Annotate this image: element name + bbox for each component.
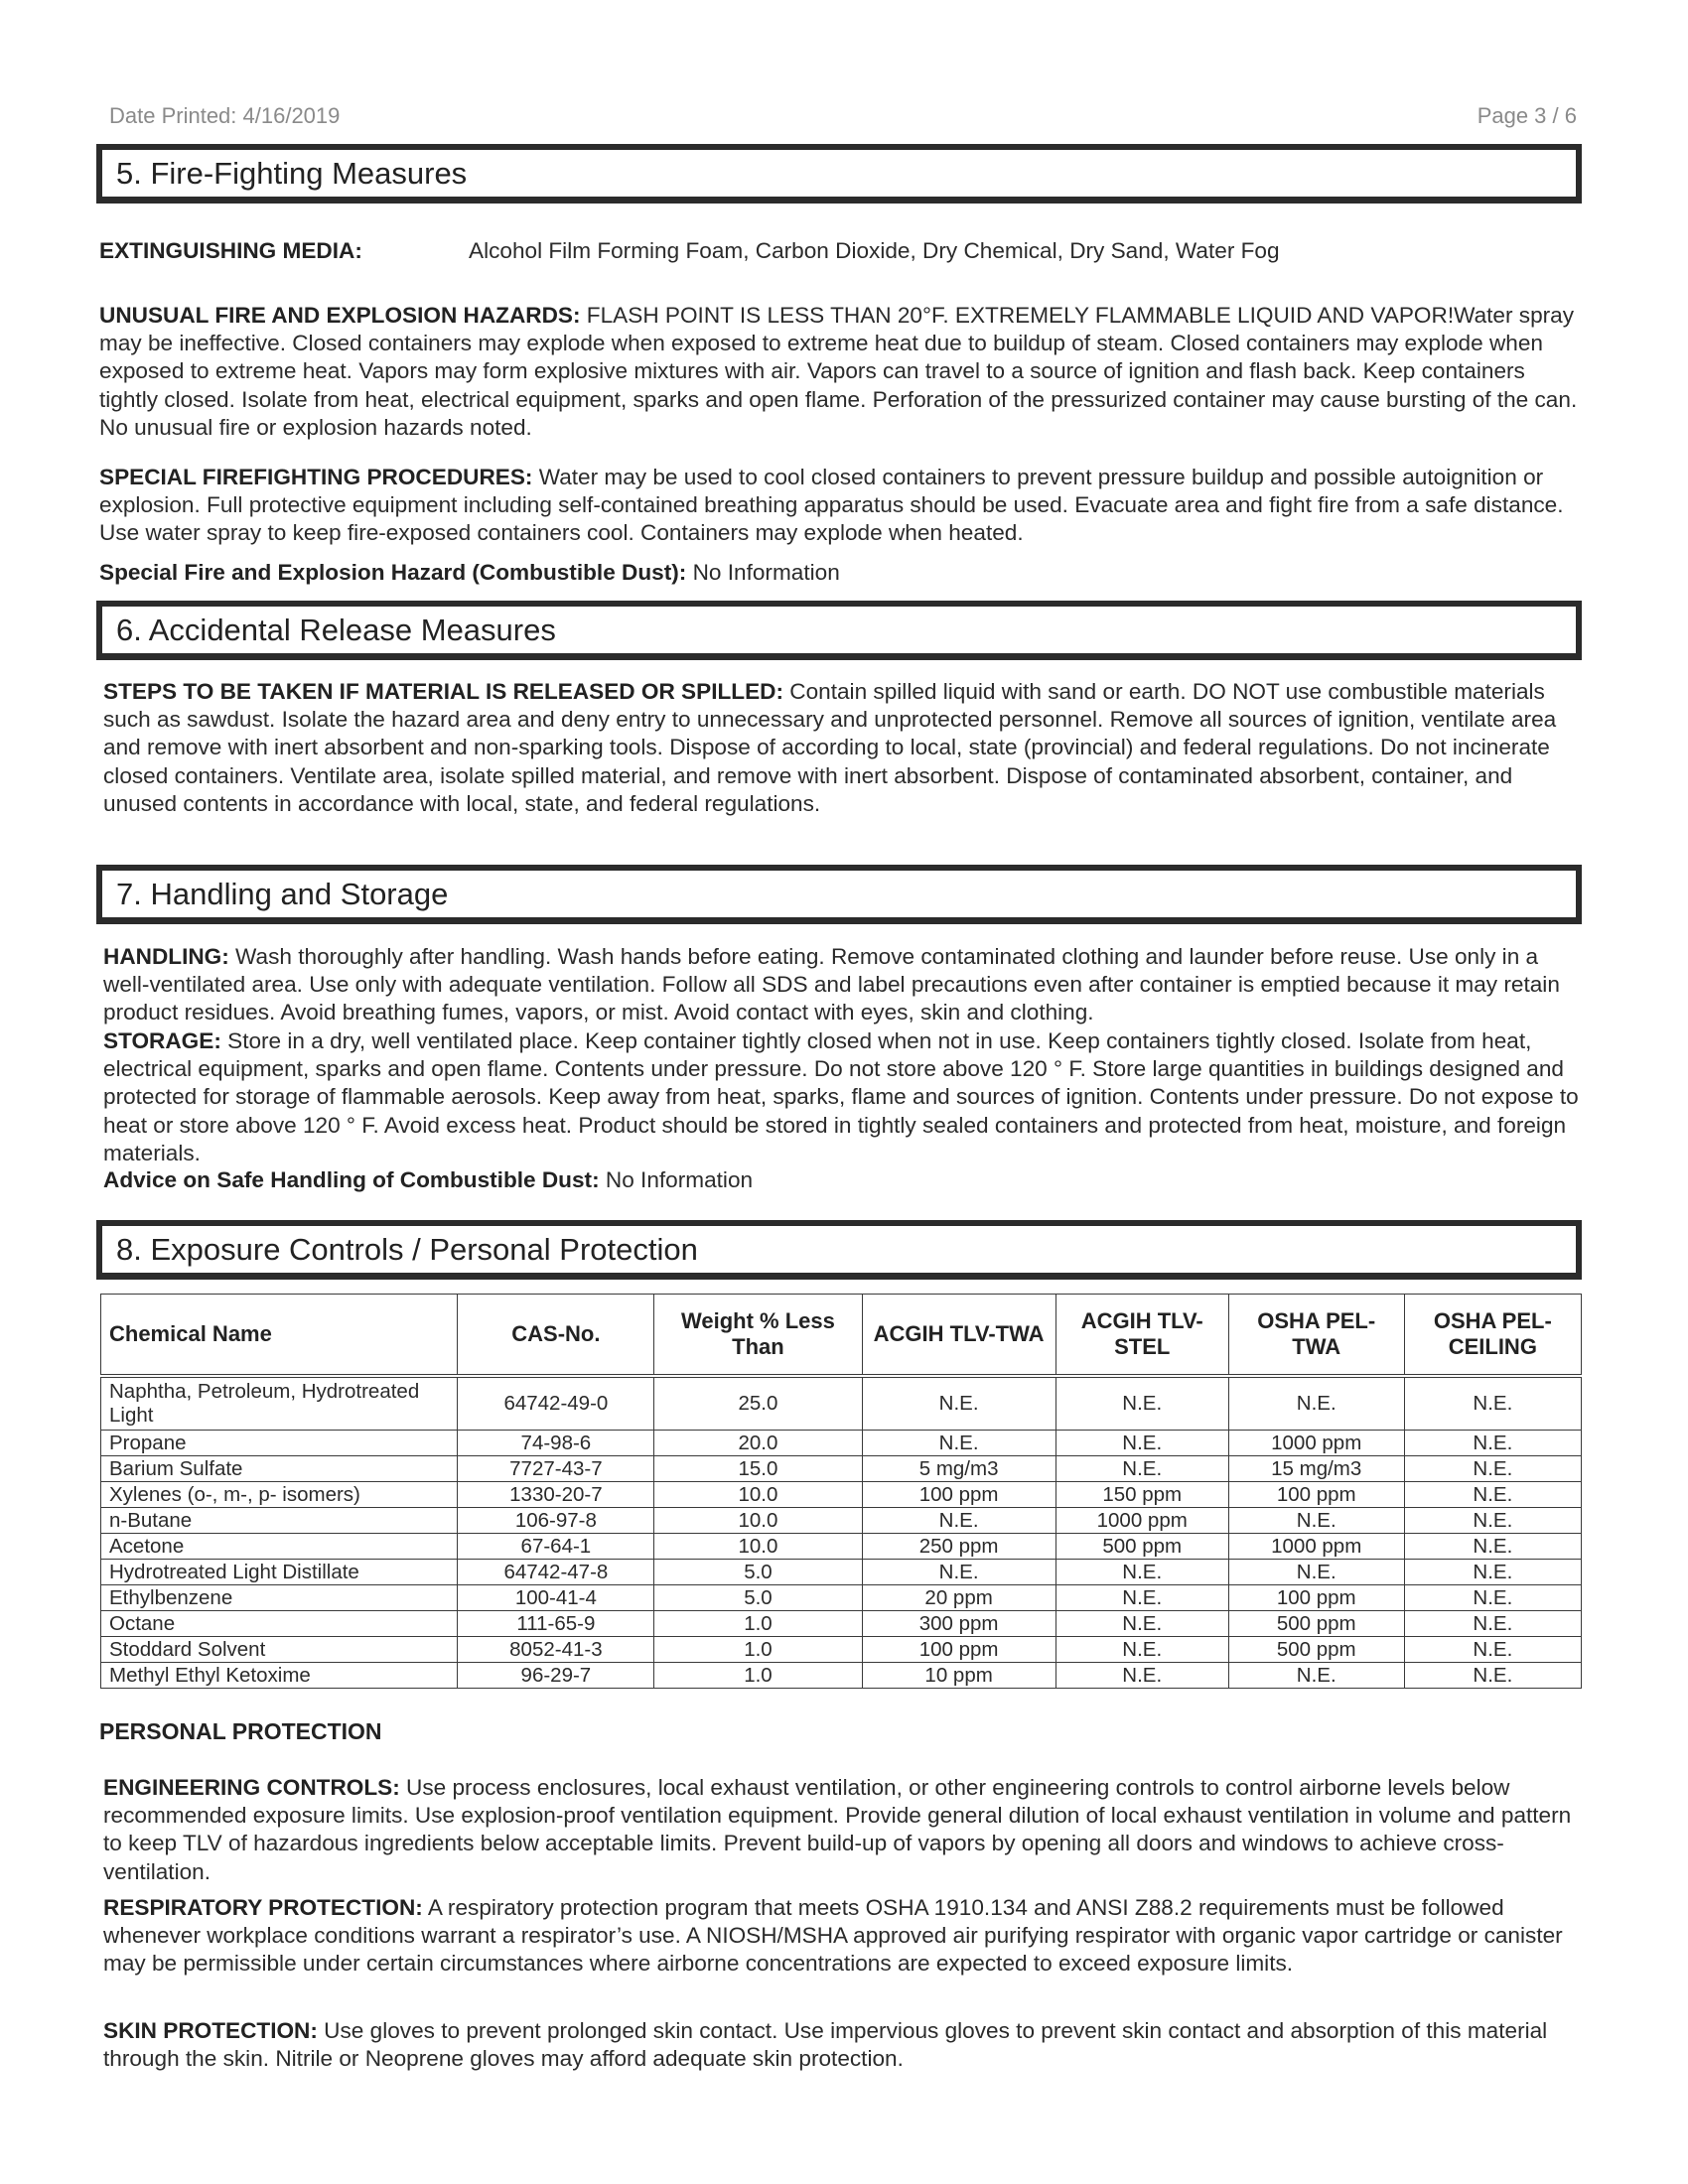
cell-weight-pct: 5.0 bbox=[654, 1560, 862, 1585]
cell-acgih-tlv-stel: N.E. bbox=[1055, 1560, 1228, 1585]
cell-cas-no: 106-97-8 bbox=[458, 1508, 654, 1534]
cell-weight-pct: 10.0 bbox=[654, 1534, 862, 1560]
cell-acgih-tlv-stel: 150 ppm bbox=[1055, 1482, 1228, 1508]
cell-osha-pel-ceiling: N.E. bbox=[1404, 1534, 1581, 1560]
skin-protection-label: SKIN PROTECTION: bbox=[103, 2018, 318, 2043]
skin-protection-paragraph bbox=[103, 2017, 1579, 2073]
cell-osha-pel-twa: 100 ppm bbox=[1228, 1585, 1404, 1611]
cell-osha-pel-twa: 15 mg/m3 bbox=[1228, 1456, 1404, 1482]
cell-osha-pel-twa: 100 ppm bbox=[1228, 1482, 1404, 1508]
cell-osha-pel-twa: N.E. bbox=[1228, 1560, 1404, 1585]
cell-chemical-name: Naphtha, Petroleum, Hydrotreated Light bbox=[101, 1376, 458, 1431]
cell-chemical-name: Xylenes (o-, m-, p- isomers) bbox=[101, 1482, 458, 1508]
cell-weight-pct: 20.0 bbox=[654, 1431, 862, 1456]
table-body bbox=[101, 1376, 1582, 1689]
cell-osha-pel-ceiling: N.E. bbox=[1404, 1376, 1581, 1431]
cell-osha-pel-twa: 1000 ppm bbox=[1228, 1534, 1404, 1560]
table-row bbox=[101, 1534, 1582, 1560]
cell-acgih-tlv-twa: 5 mg/m3 bbox=[862, 1456, 1055, 1482]
cell-acgih-tlv-twa: N.E. bbox=[862, 1431, 1055, 1456]
exposure-limits-table bbox=[100, 1294, 1582, 1689]
combustible-dust-hazard-label: Special Fire and Explosion Hazard (Combustible Dust): bbox=[99, 560, 687, 585]
table-row bbox=[101, 1376, 1582, 1431]
combustible-dust-advice bbox=[103, 1166, 1579, 1194]
section-8-title: 8. Exposure Controls / Personal Protection bbox=[116, 1232, 698, 1267]
cell-weight-pct: 1.0 bbox=[654, 1663, 862, 1689]
engineering-controls-paragraph bbox=[103, 1774, 1579, 1886]
skin-protection-text: Use gloves to prevent prolonged skin contact. Use impervious gloves to prevent skin contact and absorption of this material through the skin. Nitrile or Neoprene gloves may afford adequate skin protection. bbox=[103, 2018, 1548, 2072]
cell-acgih-tlv-twa: N.E. bbox=[862, 1560, 1055, 1585]
cell-chemical-name: n-Butane bbox=[101, 1508, 458, 1534]
cell-weight-pct: 25.0 bbox=[654, 1376, 862, 1431]
storage-label: STORAGE: bbox=[103, 1028, 221, 1053]
cell-osha-pel-ceiling: N.E. bbox=[1404, 1431, 1581, 1456]
table-row bbox=[101, 1637, 1582, 1663]
cell-acgih-tlv-stel: N.E. bbox=[1055, 1585, 1228, 1611]
section-5-header bbox=[96, 144, 1582, 204]
cell-acgih-tlv-stel: N.E. bbox=[1055, 1456, 1228, 1482]
cell-cas-no: 96-29-7 bbox=[458, 1663, 654, 1689]
respiratory-protection-paragraph bbox=[103, 1894, 1579, 1979]
section-7-header bbox=[96, 865, 1582, 924]
release-steps-paragraph bbox=[103, 678, 1579, 818]
handling-text: Wash thoroughly after handling. Wash hands before eating. Remove contaminated clothing and launder before reuse. Use only in a well-ventilated area. Use only with adequate ventilation. Follow all SDS and label precautions even after container is emptied because it may retain product residues. Avoid breathing fumes, vapors, or mist. Avoid contact with eyes, skin and clothing. bbox=[103, 944, 1560, 1025]
cell-acgih-tlv-stel: N.E. bbox=[1055, 1376, 1228, 1431]
respiratory-protection-label: RESPIRATORY PROTECTION: bbox=[103, 1895, 423, 1920]
cell-osha-pel-twa: 500 ppm bbox=[1228, 1637, 1404, 1663]
cell-cas-no: 74-98-6 bbox=[458, 1431, 654, 1456]
unusual-hazards-label: UNUSUAL FIRE AND EXPLOSION HAZARDS: bbox=[99, 303, 581, 328]
release-steps-text: Contain spilled liquid with sand or earth. DO NOT use combustible materials such as sawdust. Isolate the hazard area and deny entry to unnecessary and unprotected personnel. Remove all sources of ignition, ventilate area and remove with inert absorbent and non-sparking tools. Dispose of according to local, state (provincial) and federal regulations. Do not incinerate closed containers. Ventilate area, isolate spilled material, and remove with inert absorbent. Dispose of contaminated absorbent, container, and unused contents in accordance with local, state, and federal regulations. bbox=[103, 679, 1557, 816]
engineering-controls-text: Use process enclosures, local exhaust ventilation, or other engineering controls to control airborne levels below recommended exposure limits. Use explosion-proof ventilation equipment. Provide general dilution of local exhaust ventilation in volume and pattern to keep TLV of hazardous ingredients below acceptable limits. Prevent build-up of vapors by opening all doors and windows to achieve cross-ventilation. bbox=[103, 1775, 1572, 1884]
cell-osha-pel-ceiling: N.E. bbox=[1404, 1456, 1581, 1482]
cell-osha-pel-ceiling: N.E. bbox=[1404, 1482, 1581, 1508]
special-procedures-text: Water may be used to cool closed containers to prevent pressure buildup and possible autoignition or explosion. Full protective equipment including self-contained breathing apparatus should be used. Evacuate area and fight fire from a safe distance. Use water spray to keep fire-exposed containers cool. Containers may explode when heated. bbox=[99, 465, 1564, 546]
cell-acgih-tlv-stel: 1000 ppm bbox=[1055, 1508, 1228, 1534]
cell-osha-pel-ceiling: N.E. bbox=[1404, 1637, 1581, 1663]
cell-osha-pel-ceiling: N.E. bbox=[1404, 1663, 1581, 1689]
cell-weight-pct: 5.0 bbox=[654, 1585, 862, 1611]
section-6-title: 6. Accidental Release Measures bbox=[116, 613, 556, 647]
cell-chemical-name: Octane bbox=[101, 1611, 458, 1637]
cell-cas-no: 64742-49-0 bbox=[458, 1376, 654, 1431]
section-7-title: 7. Handling and Storage bbox=[116, 877, 449, 911]
cell-chemical-name: Acetone bbox=[101, 1534, 458, 1560]
table-row bbox=[101, 1663, 1582, 1689]
table-row bbox=[101, 1611, 1582, 1637]
unusual-hazards-text: FLASH POINT IS LESS THAN 20°F. EXTREMELY FLAMMABLE LIQUID AND VAPOR!Water spray may be ineffective. Closed containers may explode when exposed to extreme heat due to buildup of steam. Closed containers may explode when exposed to extreme heat. Vapors may form explosive mixtures with air. Vapors can travel to a source of ignition and flash back. Keep containers tightly closed. Isolate from heat, electrical equipment, sparks and open flame. Perforation of the pressurized container may cause bursting of the can. No unusual fire or explosion hazards noted. bbox=[99, 303, 1578, 440]
cell-chemical-name: Methyl Ethyl Ketoxime bbox=[101, 1663, 458, 1689]
cell-acgih-tlv-stel: N.E. bbox=[1055, 1431, 1228, 1456]
col-header-osha-pel-ceiling: OSHA PEL-CEILING bbox=[1404, 1295, 1581, 1377]
col-header-osha-pel-twa: OSHA PEL-TWA bbox=[1228, 1295, 1404, 1377]
extinguishing-media-value: Alcohol Film Forming Foam, Carbon Dioxide, Dry Chemical, Dry Sand, Water Fog bbox=[469, 238, 1280, 263]
cell-cas-no: 111-65-9 bbox=[458, 1611, 654, 1637]
extinguishing-media-label: EXTINGUISHING MEDIA: bbox=[99, 238, 362, 263]
unusual-hazards-paragraph bbox=[99, 302, 1579, 442]
cell-chemical-name: Stoddard Solvent bbox=[101, 1637, 458, 1663]
handling-paragraph bbox=[103, 943, 1579, 1027]
cell-osha-pel-twa: 500 ppm bbox=[1228, 1611, 1404, 1637]
cell-weight-pct: 10.0 bbox=[654, 1508, 862, 1534]
table-row bbox=[101, 1456, 1582, 1482]
cell-chemical-name: Ethylbenzene bbox=[101, 1585, 458, 1611]
table-row bbox=[101, 1431, 1582, 1456]
cell-weight-pct: 15.0 bbox=[654, 1456, 862, 1482]
cell-weight-pct: 10.0 bbox=[654, 1482, 862, 1508]
cell-acgih-tlv-twa: 10 ppm bbox=[862, 1663, 1055, 1689]
cell-osha-pel-twa: N.E. bbox=[1228, 1508, 1404, 1534]
cell-cas-no: 100-41-4 bbox=[458, 1585, 654, 1611]
engineering-controls-label: ENGINEERING CONTROLS: bbox=[103, 1775, 400, 1800]
combustible-dust-hazard bbox=[99, 559, 1579, 587]
release-steps-label: STEPS TO BE TAKEN IF MATERIAL IS RELEASED OR SPILLED: bbox=[103, 679, 783, 704]
cell-cas-no: 7727-43-7 bbox=[458, 1456, 654, 1482]
cell-acgih-tlv-twa: 20 ppm bbox=[862, 1585, 1055, 1611]
table-header-row bbox=[101, 1295, 1582, 1377]
storage-paragraph bbox=[103, 1027, 1579, 1167]
col-header-acgih-tlv-stel: ACGIH TLV-STEL bbox=[1055, 1295, 1228, 1377]
cell-acgih-tlv-twa: 100 ppm bbox=[862, 1637, 1055, 1663]
cell-weight-pct: 1.0 bbox=[654, 1611, 862, 1637]
cell-cas-no: 8052-41-3 bbox=[458, 1637, 654, 1663]
cell-chemical-name: Propane bbox=[101, 1431, 458, 1456]
cell-weight-pct: 1.0 bbox=[654, 1637, 862, 1663]
section-8-header bbox=[96, 1220, 1582, 1280]
cell-chemical-name: Barium Sulfate bbox=[101, 1456, 458, 1482]
section-5-title: 5. Fire-Fighting Measures bbox=[116, 156, 468, 191]
combustible-dust-advice-label: Advice on Safe Handling of Combustible Dust: bbox=[103, 1167, 600, 1192]
cell-osha-pel-ceiling: N.E. bbox=[1404, 1611, 1581, 1637]
cell-osha-pel-ceiling: N.E. bbox=[1404, 1560, 1581, 1585]
cell-acgih-tlv-stel: N.E. bbox=[1055, 1663, 1228, 1689]
special-procedures-label: SPECIAL FIREFIGHTING PROCEDURES: bbox=[99, 465, 533, 489]
table-row bbox=[101, 1585, 1582, 1611]
cell-osha-pel-twa: 1000 ppm bbox=[1228, 1431, 1404, 1456]
cell-osha-pel-ceiling: N.E. bbox=[1404, 1585, 1581, 1611]
cell-acgih-tlv-twa: N.E. bbox=[862, 1508, 1055, 1534]
cell-acgih-tlv-twa: N.E. bbox=[862, 1376, 1055, 1431]
special-procedures-paragraph bbox=[99, 464, 1579, 548]
col-header-cas-no: CAS-No. bbox=[458, 1295, 654, 1377]
cell-acgih-tlv-stel: N.E. bbox=[1055, 1611, 1228, 1637]
cell-acgih-tlv-stel: 500 ppm bbox=[1055, 1534, 1228, 1560]
cell-chemical-name: Hydrotreated Light Distillate bbox=[101, 1560, 458, 1585]
cell-cas-no: 67-64-1 bbox=[458, 1534, 654, 1560]
page-number: Page 3 / 6 bbox=[1477, 103, 1577, 128]
table-row bbox=[101, 1508, 1582, 1534]
cell-acgih-tlv-stel: N.E. bbox=[1055, 1637, 1228, 1663]
cell-osha-pel-twa: N.E. bbox=[1228, 1376, 1404, 1431]
handling-label: HANDLING: bbox=[103, 944, 229, 969]
personal-protection-title: PERSONAL PROTECTION bbox=[99, 1718, 382, 1744]
cell-cas-no: 64742-47-8 bbox=[458, 1560, 654, 1585]
respiratory-protection-text: A respiratory protection program that meets OSHA 1910.134 and ANSI Z88.2 requirements must be followed whenever workplace conditions warrant a respirator’s use. A NIOSH/MSHA approved air purifying respirator with organic vapor cartridge or canister may be permissible under certain circumstances where airborne concentrations are expected to exceed exposure limits. bbox=[103, 1895, 1563, 1977]
cell-acgih-tlv-twa: 300 ppm bbox=[862, 1611, 1055, 1637]
section-6-header bbox=[96, 601, 1582, 660]
col-header-acgih-tlv-twa: ACGIH TLV-TWA bbox=[862, 1295, 1055, 1377]
storage-text: Store in a dry, well ventilated place. Keep container tightly closed when not in use. Keep containers tightly closed. Isolate from heat, electrical equipment, sparks and open flame. Contents under pressure. Do not store above 120 ° F. Store large quantities in buildings designed and protected for storage of flammable aerosols. Keep away from heat, sparks, flame and sources of ignition. Contents under pressure. Do not expose to heat or store above 120 ° F. Avoid excess heat. Product should be stored in tightly sealed containers and protected from heat, moisture, and foreign materials. bbox=[103, 1028, 1579, 1165]
combustible-dust-hazard-text: No Information bbox=[686, 560, 840, 585]
cell-cas-no: 1330-20-7 bbox=[458, 1482, 654, 1508]
combustible-dust-advice-text: No Information bbox=[599, 1167, 754, 1192]
cell-osha-pel-twa: N.E. bbox=[1228, 1663, 1404, 1689]
date-printed: Date Printed: 4/16/2019 bbox=[109, 103, 341, 128]
col-header-chemical-name: Chemical Name bbox=[101, 1295, 458, 1377]
cell-acgih-tlv-twa: 100 ppm bbox=[862, 1482, 1055, 1508]
col-header-weight-pct: Weight % Less Than bbox=[654, 1295, 862, 1377]
cell-osha-pel-ceiling: N.E. bbox=[1404, 1508, 1581, 1534]
table-row bbox=[101, 1482, 1582, 1508]
table-row bbox=[101, 1560, 1582, 1585]
cell-acgih-tlv-twa: 250 ppm bbox=[862, 1534, 1055, 1560]
